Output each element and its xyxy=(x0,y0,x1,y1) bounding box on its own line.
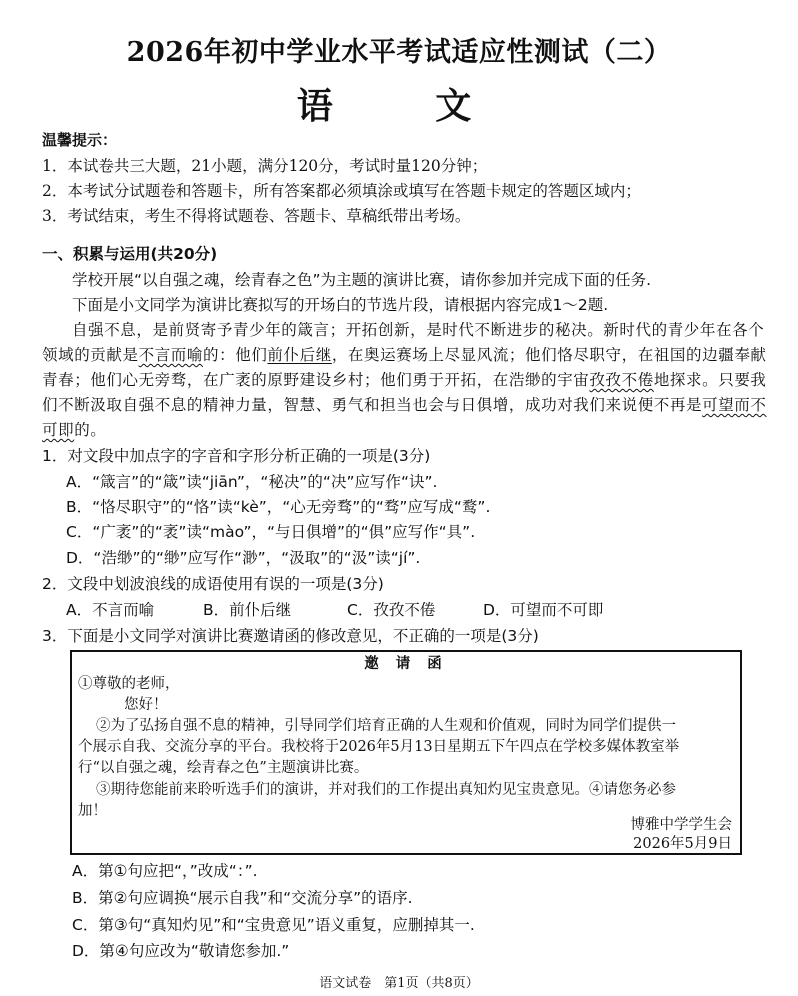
q1-option-a: A．“箴言”的“箴”读“jiān”，“秘决”的“决”应写作“诀”. xyxy=(66,473,438,491)
passage-line: 自强不息，是前贤寄予青少年的箴言；开拓创新，是时代不断进步的秘决。新时代的青少年在各个 xyxy=(72,321,765,339)
letter-line: ①尊敬的老师， xyxy=(78,676,180,692)
letter-line: 您好！ xyxy=(124,697,168,713)
q2-option-b: B．前仆后继 xyxy=(203,601,292,619)
section-intro: 下面是小文同学为演讲比赛拟写的开场白的节选片段，请根据内容完成1～2题. xyxy=(72,296,609,314)
letter-line: 加！ xyxy=(78,803,107,819)
subject-title: 语 文 xyxy=(296,85,502,127)
passage-line: 们不断汲取自强不息的精神力量，智慧、勇气和担当也会与日俱增，成功对我们来说便不再是可望而不 xyxy=(42,396,767,414)
section-intro: 学校开展“以自强之魂，绘青春之色”为主题的演讲比赛，请你参加并完成下面的任务. xyxy=(72,271,651,289)
passage-line: 领域的贡献是不言而喻的：他们前仆后继，在奥运赛场上尽显风流；他们恪尽职守，在祖国的边疆奉献 xyxy=(42,346,767,364)
q2-option-a: A．不言而喻 xyxy=(66,601,155,619)
passage-line: 青春；他们心无旁骛，在广袤的原野建设乡村；他们勇于开拓，在浩缈的宇宙孜孜不倦地探求。只要我 xyxy=(42,371,767,389)
letter-line: 行“以自强之魂，绘青春之色”主题演讲比赛。 xyxy=(78,760,369,776)
wavy-idiom: 前仆后继 xyxy=(267,346,332,364)
page-footer: 语文试卷 第1页（共8页） xyxy=(319,976,479,991)
wavy-idiom: 孜孜不倦 xyxy=(589,371,654,389)
q3-option-c: C．第③句“真知灼见”和“宝贵意见”语义重复，应删掉其一. xyxy=(72,916,475,934)
invitation-letter-box xyxy=(70,650,742,855)
q3-option-d: D．第④句应改为“敬请您参加.” xyxy=(72,942,290,960)
q1-option-c: C．“广袤”的“袤”读“mào”，“与日俱增”的“俱”应写作“具”. xyxy=(66,523,476,541)
q3-option-b: B．第②句应调换“展示自我”和“交流分享”的语序. xyxy=(72,889,413,907)
section-heading: 一、积累与运用(共20分) xyxy=(42,245,218,263)
q2-option-d: D．可望而不可即 xyxy=(483,601,604,619)
q1-option-b: B．“恪尽职守”的“恪”读“kè”，“心无旁骛”的“骛”应写成“鹜”. xyxy=(66,498,491,516)
letter-line: ②为了弘扬自强不息的精神，引导同学们培育正确的人生观和价值观，同时为同学们提供一 xyxy=(96,718,676,734)
passage-line: 可即的。 xyxy=(42,421,107,439)
tips-heading: 温馨提示： xyxy=(42,131,118,149)
wavy-idiom: 可望而不 xyxy=(702,396,767,414)
tip-item: 2．本考试分试题卷和答题卡，所有答案都必须填涂或填写在答题卡规定的答题区域内； xyxy=(42,182,641,200)
question-3-stem: 3．下面是小文同学对演讲比赛邀请函的修改意见，不正确的一项是(3分) xyxy=(42,627,539,645)
question-1-stem: 1．对文段中加点字的字音和字形分析正确的一项是(3分) xyxy=(42,447,431,465)
q2-option-c: C．孜孜不倦 xyxy=(347,601,436,619)
wavy-idiom: 可即 xyxy=(42,421,75,439)
tip-item: 1．本试卷共三大题，21小题，满分120分，考试时量120分钟； xyxy=(42,157,488,175)
letter-date: 2026年5月9日 xyxy=(633,836,732,852)
exam-title: 2026年初中学业水平考试适应性测试（二） xyxy=(126,37,672,68)
question-2-stem: 2．文段中划波浪线的成语使用有误的一项是(3分) xyxy=(42,575,384,593)
q3-option-a: A．第①句应把“，”改成“：”. xyxy=(72,862,258,880)
q1-option-d: D．“浩缈”的“缈”应写作“渺”，“汲取”的“汲”读“jí”. xyxy=(66,549,421,567)
tip-item: 3．考试结束，考生不得将试题卷、答题卡、草稿纸带出考场。 xyxy=(42,207,471,225)
letter-title: 邀 请 函 xyxy=(364,655,448,672)
letter-signature: 博雅中学学生会 xyxy=(630,817,732,833)
letter-line: ③期待您能前来聆听选手们的演讲，并对我们的工作提出真知灼见宝贵意见。④请您务必参 xyxy=(96,782,676,798)
wavy-idiom: 不言而喻 xyxy=(138,346,204,364)
letter-line: 个展示自我、交流分享的平台。我校将于2026年5月13日星期五下午四点在学校多媒体教室举 xyxy=(78,739,680,755)
